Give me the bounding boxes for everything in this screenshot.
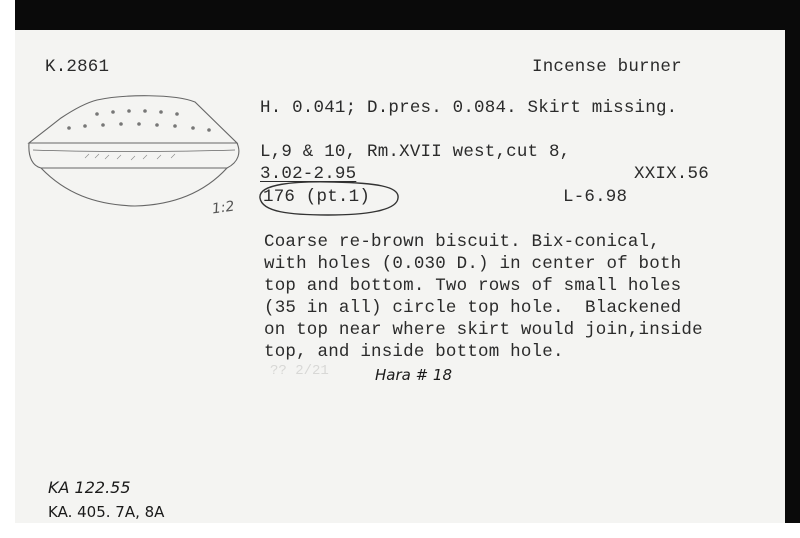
catalog-number: K.2861	[45, 57, 110, 77]
handwritten-hara-note: Hara # 18	[375, 366, 453, 384]
dimensions-line: H. 0.041; D.pres. 0.084. Skirt missing.	[260, 98, 678, 118]
catalog-card	[15, 30, 785, 523]
description-line-1: Coarse re-brown biscuit. Bix-conical,	[264, 232, 660, 252]
box-number-circle	[254, 178, 404, 218]
provenance-dates: 3.02-2.95	[260, 164, 357, 184]
scan-border-bottom	[0, 523, 800, 538]
description-line-2: with holes (0.030 D.) in center of both	[264, 254, 682, 274]
accession-date: XXIX.56	[634, 164, 709, 184]
box-number: 176 (pt.1)	[263, 187, 371, 207]
ka-reference-1: KA 122.55	[48, 478, 131, 497]
scan-border-right	[785, 0, 800, 538]
scan-border-top	[0, 0, 800, 30]
faded-text: ?? 2/21	[270, 363, 329, 379]
lot-number: L-6.98	[563, 187, 628, 207]
description-line-3: top and bottom. Two rows of small holes	[264, 276, 682, 296]
sketch-scale: 1:2	[210, 198, 236, 218]
object-type: Incense burner	[532, 57, 682, 77]
description-line-4: (35 in all) circle top hole. Blackened	[264, 298, 682, 318]
ka-reference-2: KA. 405. 7A, 8A	[48, 503, 165, 521]
description-line-5: on top near where skirt would join,inside	[264, 320, 703, 340]
scan-border-left	[0, 0, 15, 538]
incense-burner-sketch	[25, 88, 245, 213]
description-line-6: top, and inside bottom hole.	[264, 342, 564, 362]
provenance-line: L,9 & 10, Rm.XVII west,cut 8,	[260, 142, 571, 162]
